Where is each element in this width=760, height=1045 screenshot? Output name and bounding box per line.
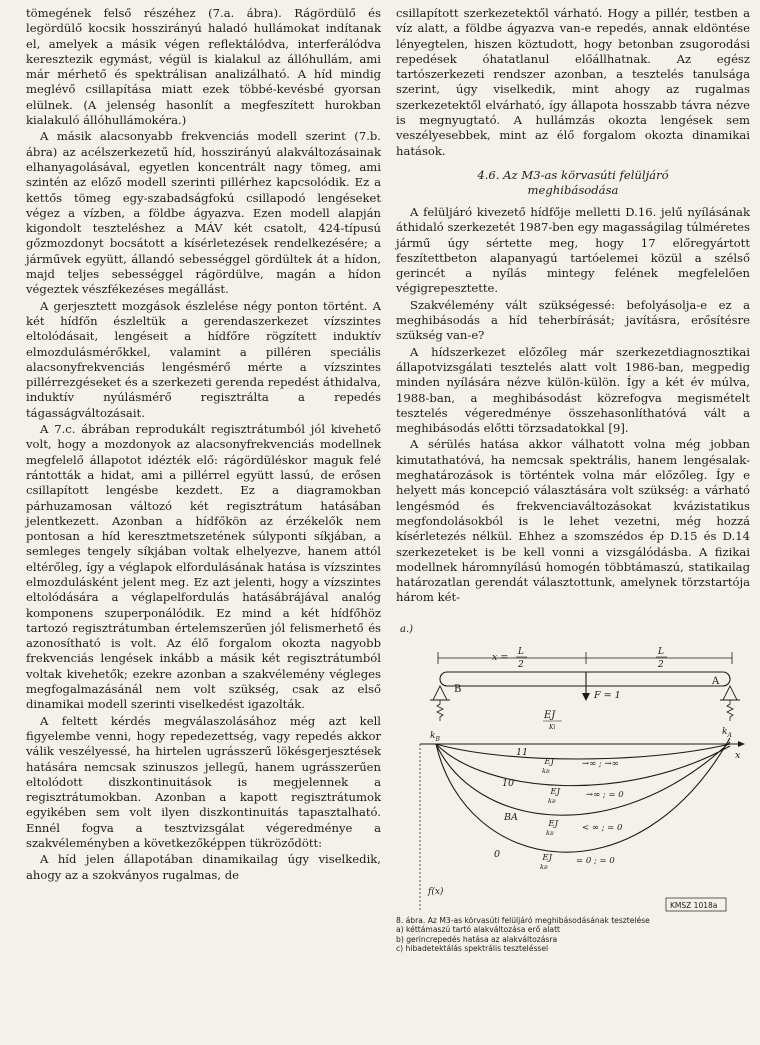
l-half-right-denominator: 2 — [658, 659, 664, 670]
caption-line-4: c) hibadetektálás spektrális teszteléssel — [396, 944, 549, 954]
curve-0-label: 0 — [494, 848, 501, 860]
curve-ba-equation — [546, 819, 623, 837]
curve-00 — [436, 738, 730, 852]
curve-11-label: 11 — [516, 746, 529, 758]
spring-a — [727, 700, 733, 721]
right-paragraph-2: A felüljáró kivezető hídfője melletti D.16. jelű nyílásának áthidaló szerkezetét 1987-ben egy magasságilag túlméretes jármű úgy sértette meg, hogy 17 előregyártott feszítettbeton alapanyagú tartóelemei közül a szélső gerincét a nyílás mintegy felének megfelelően végigrepesztette. — [396, 204, 750, 296]
caption-line-3: b) gerincrepedés hatása az alakváltozásra — [396, 934, 558, 944]
figure-8 — [396, 614, 750, 954]
caption-line-1: 8. ábra. Az M3-as körvasúti felüljáró meghibásodásának tesztelése — [396, 915, 650, 925]
section-heading-line-1: 4.6. Az M3-as körvasúti felüljáró — [477, 167, 669, 182]
support-b — [433, 686, 447, 700]
svg-text:EJkB: EJ kB — [540, 852, 552, 871]
curve-00-equation — [540, 853, 615, 871]
curve-ba-label: BA — [504, 811, 518, 823]
section-heading — [396, 168, 750, 198]
curve-10-equation — [548, 787, 624, 805]
x-axis-label: x — [735, 749, 741, 761]
curve-11-equation — [542, 757, 619, 775]
spring-b-label: $k_B$ — [430, 730, 440, 743]
svg-text:EJkB: EJ kB — [542, 756, 554, 775]
left-paragraph-5: A feltett kérdés megválaszolásához még azt kell figyelembe venni, hogy repedezettség, vagy repedés akkor válik veszélyessé, ha hirtelen ugrásszerű lökésgerjesztések hatására nemcsak szinuszos jellegű, hanem ugrásszerűen eltolódott diszkontinuitások is megjelennek a regisztrátumokban. Azonban a kapott regisztrátumok egyikében sem volt ilyen diszkontinuitás tapasztalható. Ennél fogva a tesztvizsgálat végeredménye a szakvéleményben a következőképpen tükröződött: — [26, 713, 381, 851]
left-column — [26, 6, 381, 884]
right-paragraph-1: csillapított szerkezetektől várható. Hogy a pillér, testben a víz alatt, a földbe ágyazva van-e repedés, annak eldöntése lényegtelen, hiszen köztudott, hogy betonban zsugorodási repedések óhatatlanul előállhatnak. Az egész tartószerkezeti rendszer azonban, a tesztelés tanulsága szerint, úgy viselkedik, mint ahogy az rugalmas szerkezetektől elvárható, így állapota hosszabb távra nézve is megnyugtató. A hullámzás okozta lengések sem veszélyesebbek, mint az élő forgalom okozta dinamikai hatások. — [396, 6, 750, 158]
left-paragraph-6: A híd jelen állapotában dinamikailag úgy viselkedik, ahogy az a szokványos rugalmas, de — [26, 852, 381, 882]
beam-stiffness-sub: Ki — [549, 723, 556, 731]
svg-text:EJkB: EJ kB — [548, 786, 560, 805]
l-half-left-numerator: L — [518, 646, 524, 657]
svg-text:→∞ ; = 0: →∞ ; = 0 — [586, 789, 624, 800]
curve-10-label: 10 — [502, 777, 515, 789]
curve-11 — [436, 744, 730, 759]
right-paragraph-4: A hídszerkezet előzőleg már szerkezetdiagnosztikai állapotvizsgálati tesztelés alatt volt 1986-ban, megpedig minden nyílására nézve külön-külön. Így a két év múlva, 1988-ban, a meghibásodást közrefogva megismételt tesztelés végeredménye összehasonlíthatóvá vált a meghibásodás előtti törzsadatokkal [9]. — [396, 344, 750, 436]
svg-text:EJkB: EJ kB — [546, 818, 558, 837]
spring-b — [437, 700, 443, 721]
section-heading-line-2: meghibásodása — [527, 182, 619, 197]
figure-stamp: KMSZ 1018a — [670, 900, 718, 910]
f-axis-label: f(x) — [428, 886, 444, 897]
figure-corner-label: a.) — [400, 623, 414, 635]
beam — [440, 672, 730, 686]
svg-text:→∞ ; →∞: →∞ ; →∞ — [582, 758, 619, 769]
support-a-label: A — [712, 675, 720, 687]
caption-line-2: a) kéttámaszú tartó alakváltozása erő alatt — [396, 925, 561, 935]
support-a — [723, 686, 737, 700]
figure-caption — [396, 916, 750, 954]
beam-stiffness-label: EJ — [544, 709, 556, 721]
left-paragraph-2: A másik alacsonyabb frekvenciás modell szerint (7.b. ábra) az acélszerkezetű híd, hosszirányú alakváltozásainak elhanyagolásával, egyetlen koncentrált nagy tömeg, ami szintén az előző modell szerinti pillérhez kapcsolódik. Ez a kettős tömeg egy-szabadságfokú csillapodó lengéseket végez a vízben, a földbe ágyazva. Ezen modell alapján kigondolt teszteléshez a MÁV két csatolt, 424-típusú gőzmozdonyt bocsátott a kísérletezések rendelkezésére; a járművek együtt, állandó sebességgel gördültek át a hídon, majd teljes sebességgel rágördülve, magán a hídon végeztek vészfékezéses megállást. — [26, 129, 381, 297]
svg-text:< ∞ ; = 0: < ∞ ; = 0 — [582, 822, 623, 833]
l-half-left-denominator: 2 — [518, 659, 524, 670]
force-label: F = 1 — [594, 689, 621, 701]
left-paragraph-4: A 7.c. ábrában reprodukált regisztrátumból jól kivehető volt, hogy a mozdonyok az alacsonyfrekvenciás modellnek megfelelő állapotot idézték elő: rágördüléskor maguk felé rántották a hidat, ami a pillérrel együtt lassú, de erősen csillapított lengésbe kezdett. Ez a diagramokban párhuzamosan változó két regisztrátum hatásában jelentkezett. Azonban a hídfőkön az érzékelők nem pontosan a híd keresztmetszetének súlyponti síkjában, a semleges tengely síkjában voltak elhelyezve, hanem attól eltérőleg, így a véglapok elfordulásának hatása is vízszintes elmozdulásként jelent meg. Ez azt jelenti, hogy a vízszintes eltolódására a véglapelfordulás hatásábrájával analóg komponens szuperponálódik. Ez mind a két hídfőhöz tartozó regisztrátumban értelemszerűen jól felismerhető és azonosítható is volt. Az élő forgalom okozta nagyobb frekvenciás lengések inkább a másik két regisztrátumból voltak kivehetők; ezekre azonban a szakvélemény végleges megfogalmazásánál nem volt szükség, csak az első dinamikai modell szerinti viselkedést igazolták. — [26, 422, 381, 712]
figure-diagram — [396, 614, 750, 914]
support-b-label: B — [454, 683, 462, 695]
l-half-right-numerator: L — [658, 646, 664, 657]
x-position-label: x = — [492, 651, 509, 663]
left-paragraph-3: A gerjesztett mozgások észlelése négy ponton történt. A két hídfőn észleltük a gerendaszerkezet vízszintes eltolódásait, lengéseit a hídfőre rögzített induktív elmozdulásmérőkkel, valamint a pilléren speciális alacsonyfrekvenciás lengésmérő mérte a vízszintes pillérrezgéseket és a szerkezeti gerenda repedést áthidalva, induktív nyúlásmérő regisztrálta a repedés tágasságváltozásait. — [26, 298, 381, 420]
spring-a-label: $k_A$ — [722, 726, 732, 739]
left-paragraph-1: tömegének felső részéhez (7.a. ábra). Rágördülő és legördülő kocsik hosszirányú haladó hullámokat indítanak el, amelyek a másik végen reflektálódva, interferálódva keresztezik egymást, végül is kialakul az állóhullám, ami már mérhető és spektrálisan analizálható. A híd mindig meglévő csillapítása miatt ezek többé-kevésbé gyorsan elülnek. (A jelenség hasonlít a megfeszített hurokban kialakuló állóhullámokéra.) — [26, 6, 381, 128]
right-column — [396, 6, 750, 954]
right-paragraph-5: A sérülés hatása akkor válhatott volna még jobban kimutathatóvá, ha nemcsak spektrális, hanem lengésalak-meghatározások is történtek volna már előzőleg. Így e helyett más koncepció választására volt szükség: a várható lengésmód és frekvenciaváltozásokat kvázistatikus megfondolásokból is le lehet vezetni, még hozzá kísérletezés nélkül. Ehhez a szomszédos ép D.15 és D.14 szerkezeteket is be kell vonni a vizsgálódásba. A fizikai modellnek háromnyílású homogén többtámaszú, statikailag határozatlan gerendát választottunk, amelynek törzstartója három két- — [396, 437, 750, 605]
right-paragraph-3: Szakvélemény vált szükségessé: befolyásolja-e ez a meghibásodás a híd teherbírását; javításra, erősítésre szükség van-e? — [396, 297, 750, 343]
svg-text:= 0 ; = 0: = 0 ; = 0 — [576, 855, 615, 866]
